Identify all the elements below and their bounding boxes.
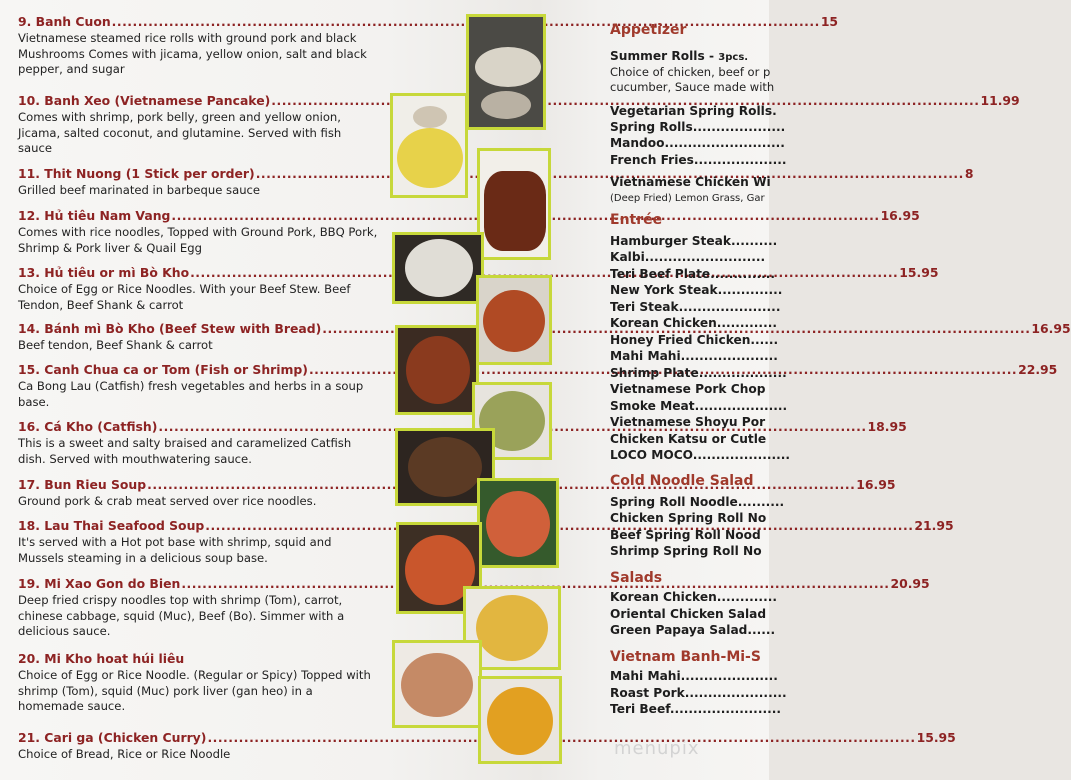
item-price: 15.95 xyxy=(916,730,956,745)
menu-line: Summer Rolls - 3pcs. xyxy=(610,49,749,63)
item-description: It's served with a Hot pot base with shrimp, squid and Mussels steaming in a delicious soup base. xyxy=(18,535,332,565)
item-description: Comes with shrimp, pork belly, green and yellow onion, Jicama, salted coconut, and glutamine. Served with fish sauce xyxy=(18,110,342,155)
item-description: Choice of Egg or Rice Noodle. (Regular or Spicy) Topped with shrimp (Tom), squid (Muc) pork liver (gan heo) in a homemade sauce. xyxy=(18,668,371,713)
menu-line: Chicken Spring Roll No xyxy=(610,511,767,525)
item-name: 16. Cá Kho (Catfish) xyxy=(18,419,158,434)
menu-line: French Fries.................... xyxy=(610,153,787,167)
item-description: Ground pork & crab meat served over rice noodles. xyxy=(18,494,317,508)
item-name: 12. Hủ tiêu Nam Vang xyxy=(18,208,171,223)
menu-line: Teri Steak...................... xyxy=(610,300,781,314)
food-photo-banh-xeo xyxy=(390,93,468,198)
item-name: 15. Canh Chua ca or Tom (Fish or Shrimp) xyxy=(18,362,308,377)
watermark: menupix xyxy=(614,738,700,759)
item-price: 8 xyxy=(964,166,974,181)
menu-line: Mahi Mahi..................... xyxy=(610,349,778,363)
item-description: Grilled beef marinated in barbeque sauce xyxy=(18,183,261,197)
menu-line: Korean Chicken............. xyxy=(610,316,777,330)
food-photo-banh-mi-bo-kho xyxy=(395,325,479,415)
section-title-salads: Salads xyxy=(610,570,663,586)
item-name: 17. Bun Rieu Soup xyxy=(18,477,147,492)
section-title-banh-mi: Vietnam Banh-Mi-S xyxy=(610,649,761,665)
item-description: Vietnamese steamed rice rolls with ground pork and black Mushrooms Comes with jicama, yellow onion, salt and black pepper, and sugar xyxy=(18,31,367,76)
food-photo-cari-ga xyxy=(478,676,562,764)
menu-line: Vietnamese Pork Chop xyxy=(610,382,766,396)
menu-line: Shrimp Spring Roll No xyxy=(610,544,762,558)
menu-line: Teri Beef........................ xyxy=(610,702,781,716)
menu-line: Vietnamese Shoyu Por xyxy=(610,415,766,429)
item-name: 11. Thit Nuong (1 Stick per order) xyxy=(18,166,255,181)
menu-line: Mahi Mahi..................... xyxy=(610,669,778,683)
food-photo-thit-nuong xyxy=(477,148,551,260)
menu-line: Beef Spring Roll Nood xyxy=(610,528,761,542)
item-price: 18.95 xyxy=(867,419,907,434)
menu-line: Spring Roll Noodle.......... xyxy=(610,495,785,509)
menu-line: Oriental Chicken Salad xyxy=(610,607,767,621)
section-title-entree: Entrée xyxy=(610,212,663,228)
item-price: 21.95 xyxy=(914,518,954,533)
item-price: 20.95 xyxy=(890,576,930,591)
menu-line-desc: (Deep Fried) Lemon Grass, Gar xyxy=(610,193,765,204)
menu-line: Korean Chicken............. xyxy=(610,590,777,604)
item-name: 18. Lau Thai Seafood Soup xyxy=(18,518,205,533)
item-description: Deep fried crispy noodles top with shrimp (Tom), carrot, chinese cabbage, squid (Muc), Beef (Bo). Simmer with a delicious sauce. xyxy=(18,593,345,638)
item-name: 9. Banh Cuon xyxy=(18,14,111,29)
section-title-appetizer: Appetizer xyxy=(610,22,687,38)
menu-item xyxy=(18,651,378,715)
food-photo-mi-kho xyxy=(392,640,482,728)
item-description: Choice of Egg or Rice Noodles. With your Beef Stew. Beef Tendon, Beef Shank & carrot xyxy=(18,282,351,312)
item-description: Choice of Bread, Rice or Rice Noodle xyxy=(18,747,231,761)
item-description: Ca Bong Lau (Catfish) fresh vegetables and herbs in a soup base. xyxy=(18,379,364,409)
food-photo-banh-cuon xyxy=(466,14,546,130)
menu-line: Green Papaya Salad...... xyxy=(610,623,776,637)
item-name: 20. Mi Kho hoat húi liêu xyxy=(18,651,185,666)
section-title-cold-noodle-salad: Cold Noodle Salad xyxy=(610,473,754,489)
item-name: 14. Bánh mì Bò Kho (Beef Stew with Bread) xyxy=(18,321,322,336)
menu-line: New York Steak.............. xyxy=(610,283,783,297)
item-name: 13. Hủ tiêu or mì Bò Kho xyxy=(18,265,190,280)
right-menu-column xyxy=(610,22,790,752)
food-photo-hu-tieu xyxy=(392,232,484,304)
menu-line: Mandoo.......................... xyxy=(610,136,785,150)
menu-line: LOCO MOCO..................... xyxy=(610,448,790,462)
item-name: 21. Cari ga (Chicken Curry) xyxy=(18,730,207,745)
item-description: Beef tendon, Beef Shank & carrot xyxy=(18,338,213,352)
item-name: 10. Banh Xeo (Vietnamese Pancake) xyxy=(18,93,271,108)
item-price: 15.95 xyxy=(899,265,939,280)
menu-line-desc: cucumber, Sauce made with xyxy=(610,80,775,94)
item-price: 16.95 xyxy=(880,208,920,223)
menu-line: Vegetarian Spring Rolls. xyxy=(610,104,777,118)
menu-line: Teri Beef Plate.............. xyxy=(610,267,775,281)
item-name: 19. Mi Xao Gon do Bien xyxy=(18,576,181,591)
menu-line: Kalbi.......................... xyxy=(610,250,766,264)
item-description: Comes with rice noodles, Topped with Ground Pork, BBQ Pork, Shrimp & Pork liver & Quail Egg xyxy=(18,225,378,255)
menu-line: Spring Rolls.................... xyxy=(610,120,786,134)
item-price: 16.95 xyxy=(856,477,896,492)
menu-line: Roast Pork...................... xyxy=(610,686,787,700)
food-photo-bo-kho xyxy=(476,275,552,365)
menu-line: Hamburger Steak.......... xyxy=(610,234,778,248)
menu-line: Smoke Meat.................... xyxy=(610,399,788,413)
item-price: 22.95 xyxy=(1018,362,1058,377)
item-price: 11.99 xyxy=(980,93,1020,108)
menu-line: Chicken Katsu or Cutle xyxy=(610,432,767,446)
menu-line: Vietnamese Chicken Wi xyxy=(610,175,771,189)
item-price: 15 xyxy=(820,14,839,29)
item-description: This is a sweet and salty braised and caramelized Catfish dish. Served with mouthwatering sauce. xyxy=(18,436,352,466)
menu-line: Shrimp Plate................... xyxy=(610,366,787,380)
menu-line: Honey Fried Chicken...... xyxy=(610,333,779,347)
item-price: 16.95 xyxy=(1031,321,1071,336)
food-photo-bun-rieu xyxy=(477,478,559,568)
menu-line-desc: Choice of chicken, beef or p xyxy=(610,65,771,79)
